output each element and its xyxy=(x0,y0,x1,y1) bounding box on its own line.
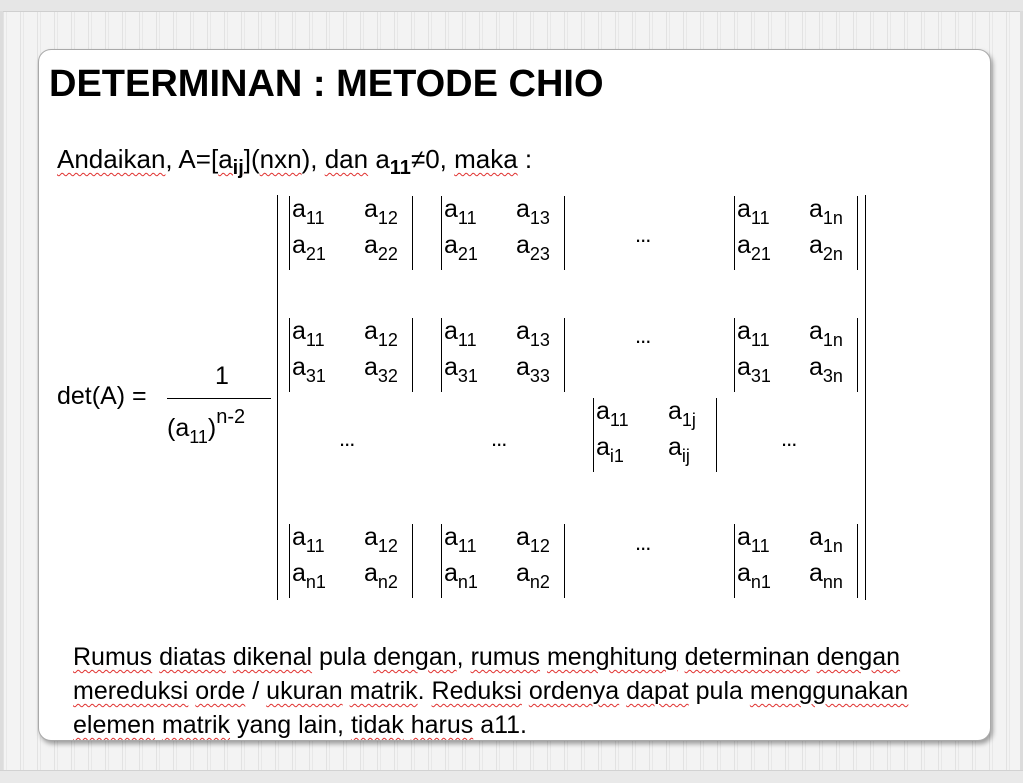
matrix-element: $a_{32}$ xyxy=(364,353,398,386)
matrix-element: $a_{22}$ xyxy=(364,231,398,264)
paragraph-text xyxy=(404,711,411,739)
intro-text: ]( xyxy=(243,144,260,174)
ellipsis: ... xyxy=(635,323,651,348)
den-close: ) xyxy=(207,414,217,442)
det-label: det(A) = xyxy=(57,382,147,410)
matrix-element: $a_{n2}$ xyxy=(364,559,398,592)
matrix-element: $a_{21}$ xyxy=(737,231,771,264)
paragraph-text xyxy=(522,677,529,705)
paragraph-text: . xyxy=(417,677,432,705)
matrix-element: $a_{11}$ xyxy=(596,397,629,430)
matrix-element: $a_{1n}$ xyxy=(809,195,843,228)
spell-word: matrik xyxy=(161,711,231,739)
spell-word: dapat xyxy=(626,677,689,705)
matrix-element: $a_{i1}$ xyxy=(596,433,624,466)
matrix-element: $a_{31}$ xyxy=(737,353,771,386)
matrix-element: $a_{1n}$ xyxy=(809,523,843,556)
paragraph-text: yang lain, xyxy=(230,711,351,739)
matrix-element: $a_{31}$ xyxy=(292,353,326,386)
matrix-element: $a_{11}$ xyxy=(292,317,325,350)
spell-word: mereduksi xyxy=(73,677,189,705)
spell-word: dengan xyxy=(373,643,457,671)
minor-determinant-r3c3 xyxy=(441,318,565,392)
matrix-element: $a_{1n}$ xyxy=(809,317,843,350)
ellipsis: ... xyxy=(491,426,507,451)
matrix-element: $a_{13}$ xyxy=(516,195,550,228)
paragraph-text xyxy=(678,643,685,671)
intro-text: a xyxy=(218,144,233,174)
spell-word: dan xyxy=(324,144,369,174)
spell-word: dengan xyxy=(816,643,901,671)
spell-word: orde xyxy=(195,677,246,705)
minor-determinant-rnc2b xyxy=(441,524,565,598)
matrix-element: $a_{13}$ xyxy=(516,317,550,350)
minor-determinant-rncn xyxy=(734,524,858,598)
subscript: ij xyxy=(232,157,244,179)
spell-word: Rumus xyxy=(73,643,153,671)
intro-text: a xyxy=(368,144,390,174)
left-edge xyxy=(0,11,3,771)
paragraph-text xyxy=(540,643,547,671)
outer-det-right-bar xyxy=(865,195,866,600)
matrix-element: $a_{12}$ xyxy=(364,317,398,350)
intro-text: : xyxy=(517,144,533,174)
paragraph-text: a11. xyxy=(473,711,527,739)
fraction-numerator: 1 xyxy=(215,362,229,390)
spell-word: dikenal xyxy=(232,643,313,671)
matrix-element: $a_{11}$ xyxy=(444,195,477,228)
intro-text: ), xyxy=(301,144,325,174)
paragraph-text: / xyxy=(245,677,267,705)
slide-card xyxy=(38,49,991,741)
matrix-element: $a_{31}$ xyxy=(444,353,478,386)
matrix-element: $a_{n1}$ xyxy=(444,559,478,592)
spell-word: harus xyxy=(410,711,474,739)
paragraph-text xyxy=(226,643,233,671)
minor-determinant-r2c2 xyxy=(289,196,413,270)
minor-determinant-r2cn xyxy=(734,196,858,270)
spell-word: elemen xyxy=(73,711,155,739)
explanation-paragraph xyxy=(73,640,953,741)
minor-determinant-r2c3 xyxy=(441,196,565,270)
matrix-element: $a_{nn}$ xyxy=(809,559,843,592)
minor-determinant-r3cn xyxy=(734,318,858,392)
matrix-element: $a_{11}$ xyxy=(737,317,770,350)
matrix-element: $a_{23}$ xyxy=(516,231,550,264)
spell-word: diatas xyxy=(159,643,226,671)
ellipsis: ... xyxy=(635,530,651,555)
superscript: n-2 xyxy=(216,406,246,428)
paragraph-text: pula xyxy=(688,677,750,705)
slide-title: DETERMINAN : METODE CHIO xyxy=(49,63,604,105)
paragraph-text xyxy=(810,643,817,671)
minor-determinant-ricj xyxy=(593,398,717,472)
matrix-element: $a_{11}$ xyxy=(737,523,770,556)
spell-word: menghitung xyxy=(546,643,678,671)
spell-word xyxy=(218,144,244,179)
minor-determinant-r3c2 xyxy=(289,318,413,392)
top-toolbar-strip xyxy=(0,0,1023,12)
spell-word: ukuran xyxy=(266,677,343,705)
spell-word: Andaikan xyxy=(57,144,166,174)
matrix-element: $a_{ij}$ xyxy=(668,433,690,466)
matrix-element: $a_{2n}$ xyxy=(809,231,843,264)
spell-word: nxn xyxy=(259,144,302,174)
matrix-element: $a_{12}$ xyxy=(364,195,398,228)
intro-text: , A=[ xyxy=(165,144,219,174)
paragraph-text xyxy=(155,711,162,739)
subscript: 11 xyxy=(389,157,411,179)
spell-word: menggunakan xyxy=(749,677,909,705)
matrix-element: $a_{11}$ xyxy=(737,195,770,228)
matrix-element: $a_{11}$ xyxy=(292,195,325,228)
matrix-element: $a_{n1}$ xyxy=(737,559,771,592)
fraction-bar xyxy=(167,398,271,399)
matrix-element: $a_{33}$ xyxy=(516,353,550,386)
matrix-element: $a_{11}$ xyxy=(444,523,477,556)
paragraph-text: , xyxy=(456,643,471,671)
matrix-element: $a_{11}$ xyxy=(292,523,325,556)
outer-det-left-bar xyxy=(277,195,278,600)
matrix-element: $a_{21}$ xyxy=(292,231,326,264)
paragraph-text xyxy=(343,677,350,705)
matrix-element: $a_{n1}$ xyxy=(292,559,326,592)
paragraph-text: pula xyxy=(312,643,374,671)
subscript: 11 xyxy=(189,427,208,447)
spell-word: rumus xyxy=(470,643,541,671)
minor-determinant-rnc2a xyxy=(289,524,413,598)
matrix-element: $a_{1j}$ xyxy=(668,397,696,430)
matrix-element: $a_{11}$ xyxy=(444,317,477,350)
spell-word: maka xyxy=(454,144,518,174)
matrix-element: $a_{12}$ xyxy=(364,523,398,556)
spell-word: tidak xyxy=(350,711,404,739)
spell-word: matrik xyxy=(349,677,418,705)
matrix-element: $a_{12}$ xyxy=(516,523,550,556)
matrix-element: $a_{21}$ xyxy=(444,231,478,264)
spell-word: Reduksi xyxy=(431,677,522,705)
intro-text: ≠0, xyxy=(410,144,455,174)
bottom-status-strip xyxy=(0,770,1023,783)
spell-word: ordenya xyxy=(528,677,620,705)
intro-line xyxy=(57,144,532,180)
den-base: (a xyxy=(167,414,190,442)
fraction-denominator xyxy=(167,406,245,448)
ellipsis: ... xyxy=(339,426,355,451)
matrix-element: $a_{3n}$ xyxy=(809,353,843,386)
ellipsis: ... xyxy=(781,426,797,451)
spell-word: determinan xyxy=(684,643,810,671)
matrix-element: $a_{n2}$ xyxy=(516,559,550,592)
ellipsis: ... xyxy=(635,222,651,247)
